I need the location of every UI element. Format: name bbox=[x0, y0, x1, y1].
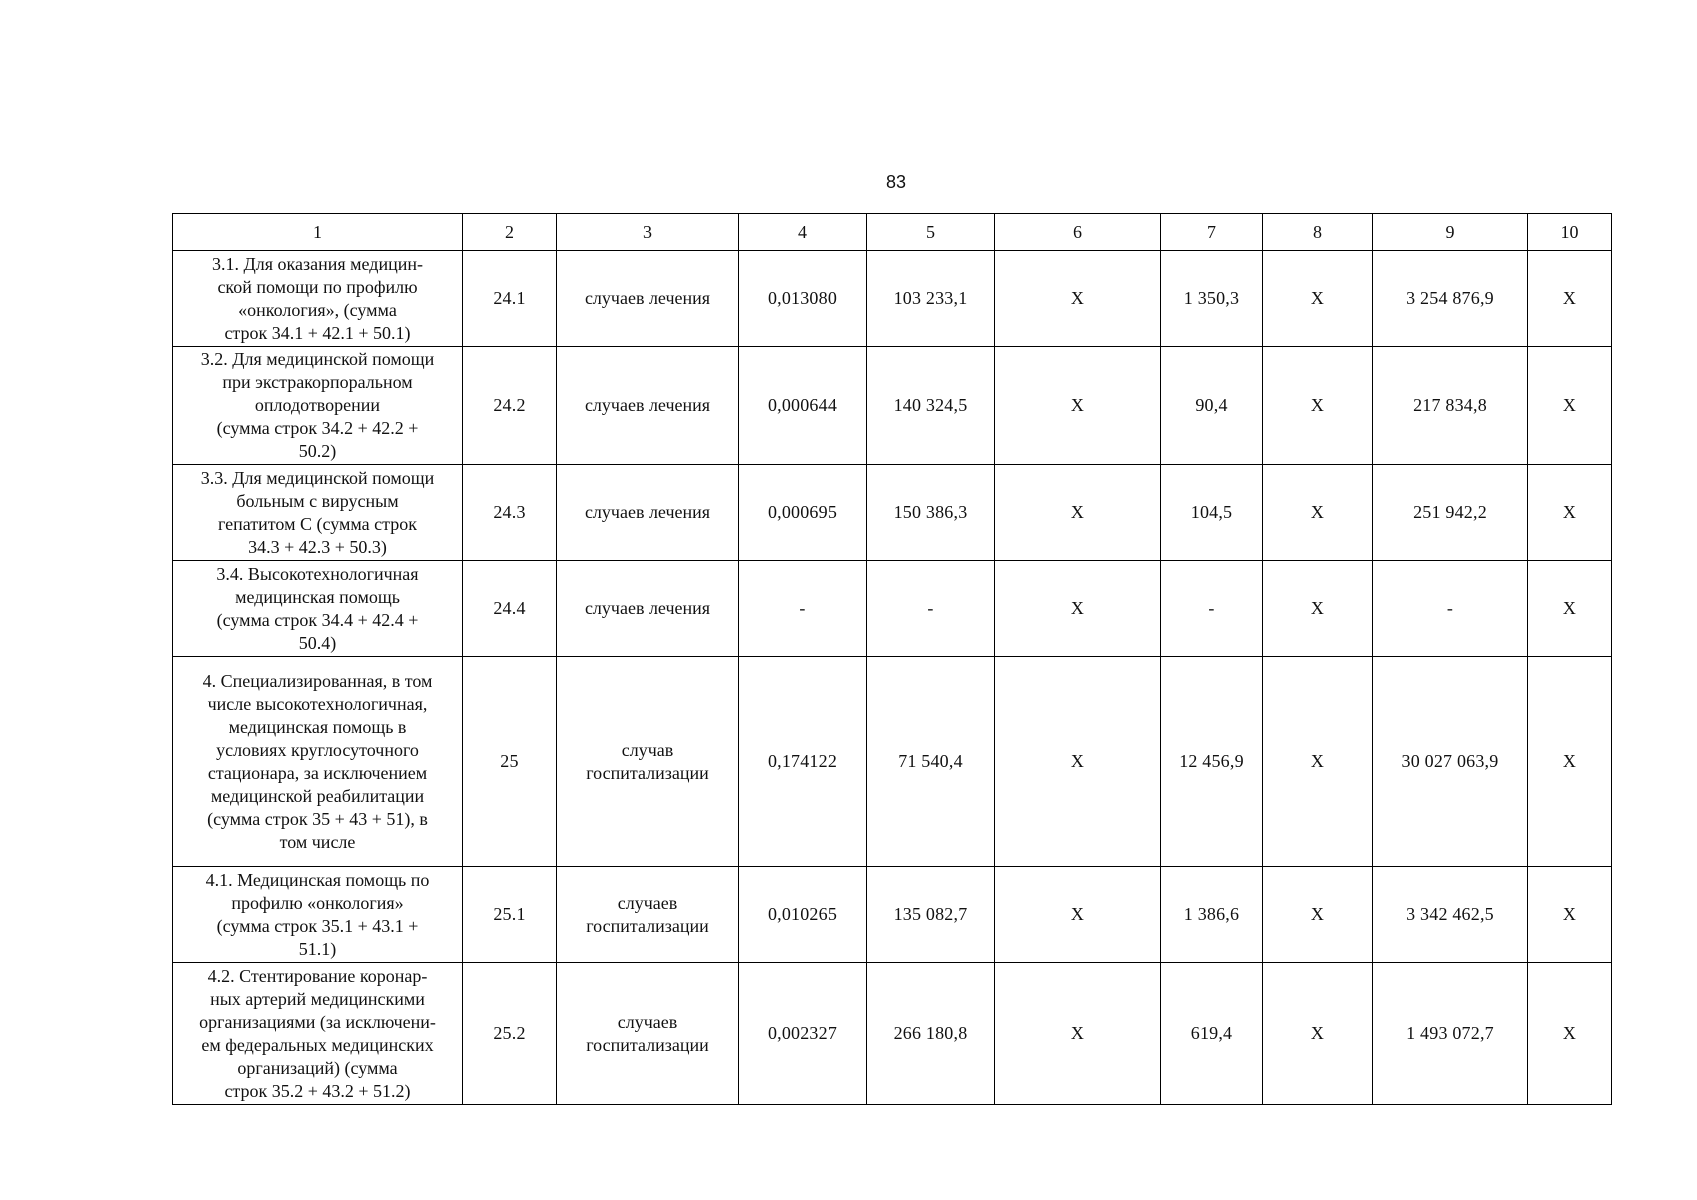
table-cell: 24.2 bbox=[463, 347, 557, 465]
table-cell: 25 bbox=[463, 657, 557, 867]
row-description bbox=[173, 251, 463, 347]
cell-text-line: случаев лечения bbox=[584, 502, 711, 522]
cell-text-line: 3.4. Высокотехнологичная bbox=[216, 563, 419, 584]
table-cell: X bbox=[1528, 347, 1612, 465]
table-cell: 0,174122 bbox=[739, 657, 867, 867]
data-table bbox=[172, 213, 1612, 1105]
table-cell: 140 324,5 bbox=[867, 347, 995, 465]
table-cell: X bbox=[995, 251, 1161, 347]
table-cell: X bbox=[1528, 657, 1612, 867]
table-cell: X bbox=[995, 963, 1161, 1105]
cell-text-line: случав bbox=[621, 739, 674, 760]
row-description bbox=[173, 963, 463, 1105]
table-cell bbox=[557, 657, 739, 867]
cell-text-line: 50.2) bbox=[298, 441, 337, 461]
table-cell: 71 540,4 bbox=[867, 657, 995, 867]
table-cell: X bbox=[1528, 561, 1612, 657]
column-header: 7 bbox=[1161, 214, 1263, 251]
cell-text-line: стационара, за исключением bbox=[207, 762, 428, 783]
cell-text-line: 4. Специализированная, в том bbox=[202, 670, 433, 691]
cell-text-line: организациями (за исключени- bbox=[199, 1011, 436, 1032]
cell-text-line: случаев лечения bbox=[584, 395, 711, 415]
table-row bbox=[173, 657, 1612, 867]
table-cell: 25.2 bbox=[463, 963, 557, 1105]
cell-text-line: 4.1. Медицинская помощь по bbox=[205, 869, 430, 890]
table-cell bbox=[557, 561, 739, 657]
cell-text-line: том числе bbox=[279, 831, 356, 852]
table-cell: X bbox=[995, 867, 1161, 963]
table-row bbox=[173, 867, 1612, 963]
table-cell: X bbox=[1528, 251, 1612, 347]
table-cell: 0,002327 bbox=[739, 963, 867, 1105]
cell-text-line: 50.4) bbox=[298, 632, 337, 653]
table-cell: 90,4 bbox=[1161, 347, 1263, 465]
table-cell: X bbox=[995, 561, 1161, 657]
table-cell: X bbox=[995, 465, 1161, 561]
cell-text-line: 3.3. Для медицинской помощи bbox=[200, 467, 435, 488]
table-cell bbox=[557, 963, 739, 1105]
table-cell: 0,000695 bbox=[739, 465, 867, 561]
table-cell: 251 942,2 bbox=[1373, 465, 1528, 561]
cell-text-line: строк 34.1 + 42.1 + 50.1) bbox=[224, 322, 411, 343]
cell-text-line: строк 35.2 + 43.2 + 51.2) bbox=[224, 1080, 411, 1101]
cell-text-line: 3.2. Для медицинской помощи bbox=[200, 349, 435, 369]
cell-text-line: 51.1) bbox=[298, 938, 337, 959]
table-body bbox=[173, 251, 1612, 1105]
table-cell bbox=[557, 465, 739, 561]
row-description bbox=[173, 657, 463, 867]
column-header: 10 bbox=[1528, 214, 1612, 251]
table-cell: X bbox=[995, 657, 1161, 867]
column-header: 5 bbox=[867, 214, 995, 251]
table-cell: X bbox=[1263, 561, 1373, 657]
table-cell: - bbox=[1373, 561, 1528, 657]
cell-text-line: больным с вирусным bbox=[236, 490, 399, 511]
column-header: 1 bbox=[173, 214, 463, 251]
table-cell: - bbox=[867, 561, 995, 657]
cell-text-line: числе высокотехнологичная, bbox=[207, 693, 428, 714]
table-cell: 619,4 bbox=[1161, 963, 1263, 1105]
cell-text-line: медицинская помощь в bbox=[228, 716, 407, 737]
table-cell: X bbox=[1528, 963, 1612, 1105]
table-cell: 217 834,8 bbox=[1373, 347, 1528, 465]
cell-text-line: ных артерий медицинскими bbox=[210, 988, 425, 1009]
table-row bbox=[173, 963, 1612, 1105]
table-cell: X bbox=[1263, 657, 1373, 867]
cell-text-line: (сумма строк 34.4 + 42.4 + bbox=[216, 609, 419, 630]
cell-text-line: при экстракорпоральном bbox=[222, 372, 413, 392]
table-cell: X bbox=[1263, 963, 1373, 1105]
column-header: 2 bbox=[463, 214, 557, 251]
table-cell: 0,000644 bbox=[739, 347, 867, 465]
row-description bbox=[173, 867, 463, 963]
table-cell: X bbox=[1263, 251, 1373, 347]
table-cell bbox=[557, 347, 739, 465]
cell-text-line: случаев лечения bbox=[584, 598, 711, 618]
table-row bbox=[173, 347, 1612, 465]
cell-text-line: (сумма строк 35 + 43 + 51), в bbox=[207, 808, 428, 829]
table-cell: - bbox=[1161, 561, 1263, 657]
cell-text-line: профилю «онкология» bbox=[231, 892, 404, 913]
table-cell: 3 342 462,5 bbox=[1373, 867, 1528, 963]
cell-text-line: (сумма строк 35.1 + 43.1 + bbox=[216, 915, 419, 936]
table-cell: X bbox=[1263, 867, 1373, 963]
table-cell: 150 386,3 bbox=[867, 465, 995, 561]
table-cell: 104,5 bbox=[1161, 465, 1263, 561]
cell-text-line: 4.2. Стентирование коронар- bbox=[207, 965, 428, 986]
cell-text-line: (сумма строк 34.2 + 42.2 + bbox=[216, 418, 419, 438]
cell-text-line: ской помощи по профилю bbox=[217, 276, 418, 297]
table-cell: X bbox=[1528, 465, 1612, 561]
cell-text-line: условиях круглосуточного bbox=[216, 739, 419, 760]
cell-text-line: 34.3 + 42.3 + 50.3) bbox=[248, 536, 387, 557]
table-row bbox=[173, 561, 1612, 657]
table-cell: X bbox=[1263, 347, 1373, 465]
cell-text-line: случаев bbox=[617, 1011, 678, 1032]
table-row bbox=[173, 251, 1612, 347]
cell-text-line: медицинской реабилитации bbox=[210, 785, 425, 806]
cell-text-line: госпитализации bbox=[586, 1034, 709, 1055]
table-cell: 24.4 bbox=[463, 561, 557, 657]
table-cell: 30 027 063,9 bbox=[1373, 657, 1528, 867]
table-cell: 12 456,9 bbox=[1161, 657, 1263, 867]
table-cell bbox=[557, 867, 739, 963]
table-cell: 135 082,7 bbox=[867, 867, 995, 963]
table-cell: 1 350,3 bbox=[1161, 251, 1263, 347]
row-description bbox=[173, 561, 463, 657]
table-cell: 24.3 bbox=[463, 465, 557, 561]
table-cell: X bbox=[1528, 867, 1612, 963]
row-description bbox=[173, 347, 463, 465]
table-cell: X bbox=[1263, 465, 1373, 561]
table-cell: 0,010265 bbox=[739, 867, 867, 963]
cell-text-line: «онкология», (сумма bbox=[238, 299, 397, 320]
table-cell: 25.1 bbox=[463, 867, 557, 963]
cell-text-line: оплодотворении bbox=[254, 395, 381, 415]
cell-text-line: гепатитом С (сумма строк bbox=[218, 513, 417, 534]
table-row bbox=[173, 465, 1612, 561]
cell-text-line: медицинская помощь bbox=[235, 586, 400, 607]
cell-text-line: ем федеральных медицинских bbox=[201, 1034, 434, 1055]
column-header: 8 bbox=[1263, 214, 1373, 251]
table-cell: 24.1 bbox=[463, 251, 557, 347]
table-cell: X bbox=[995, 347, 1161, 465]
cell-text-line: госпитализации bbox=[586, 915, 709, 936]
column-header: 9 bbox=[1373, 214, 1528, 251]
column-header: 6 bbox=[995, 214, 1161, 251]
table-cell: - bbox=[739, 561, 867, 657]
cell-text-line: организаций) (сумма bbox=[237, 1057, 398, 1078]
table-cell: 0,013080 bbox=[739, 251, 867, 347]
table-cell: 266 180,8 bbox=[867, 963, 995, 1105]
cell-text-line: госпитализации bbox=[586, 762, 709, 783]
column-number-row bbox=[173, 214, 1612, 251]
column-header: 3 bbox=[557, 214, 739, 251]
table-cell: 3 254 876,9 bbox=[1373, 251, 1528, 347]
column-header: 4 bbox=[739, 214, 867, 251]
cell-text-line: 3.1. Для оказания медицин- bbox=[212, 253, 423, 274]
cell-text-line: случаев bbox=[617, 892, 678, 913]
table-cell bbox=[557, 251, 739, 347]
page-number: 83 bbox=[885, 172, 907, 192]
cell-text-line: случаев лечения bbox=[584, 288, 711, 308]
table-cell: 1 386,6 bbox=[1161, 867, 1263, 963]
row-description bbox=[173, 465, 463, 561]
table-cell: 1 493 072,7 bbox=[1373, 963, 1528, 1105]
table-cell: 103 233,1 bbox=[867, 251, 995, 347]
